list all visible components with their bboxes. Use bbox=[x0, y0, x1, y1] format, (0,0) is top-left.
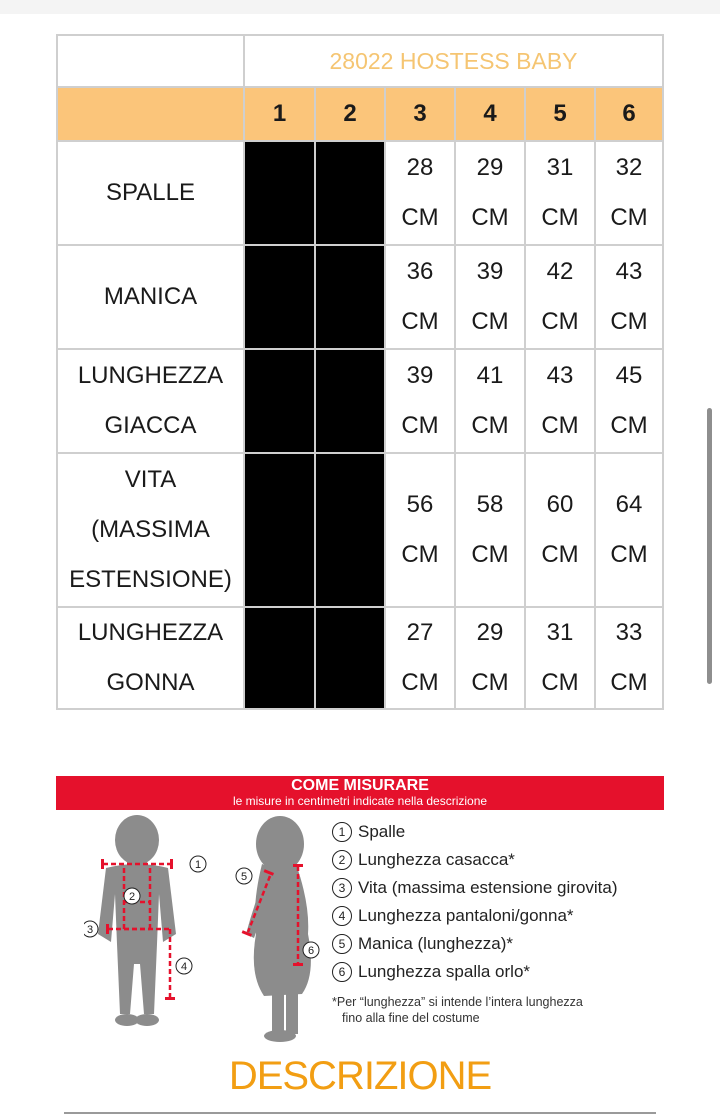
size-header: 3 bbox=[384, 86, 454, 140]
size-header: 5 bbox=[524, 86, 594, 140]
how-to-measure-title: COME MISURARE bbox=[291, 777, 429, 794]
measure-value: 45 CM bbox=[594, 348, 664, 452]
unavailable-cell bbox=[243, 244, 314, 348]
svg-text:4: 4 bbox=[180, 961, 188, 973]
table-title: 28022 HOSTESS BABY bbox=[243, 34, 664, 86]
description-heading: DESCRIZIONE bbox=[228, 1054, 492, 1098]
how-to-measure-subtitle: le misure in centimetri indicate nella descrizione bbox=[232, 794, 488, 808]
unavailable-cell bbox=[314, 348, 384, 452]
measure-value: 43 CM bbox=[594, 244, 664, 348]
measure-value: 33 CM bbox=[594, 606, 664, 710]
list-item: 2 Lunghezza casacca* bbox=[332, 848, 672, 876]
child-side-silhouette-icon bbox=[246, 816, 311, 1042]
size-header-row bbox=[56, 86, 664, 140]
measure-value: 58 CM bbox=[454, 452, 524, 606]
svg-text:3: 3 bbox=[86, 924, 94, 936]
list-item: 4 Lunghezza pantaloni/gonna* bbox=[332, 904, 672, 932]
list-item: 3 Vita (massima estensione girovita) bbox=[332, 876, 672, 904]
how-to-measure-panel bbox=[56, 776, 664, 1046]
unavailable-cell bbox=[243, 606, 314, 710]
measurement-figures bbox=[84, 814, 344, 1046]
unavailable-cell bbox=[314, 140, 384, 244]
size-header: 4 bbox=[454, 86, 524, 140]
unavailable-cell bbox=[243, 452, 314, 606]
measure-value: 42 CM bbox=[524, 244, 594, 348]
measure-value: 28 CM bbox=[384, 140, 454, 244]
table-row bbox=[56, 244, 664, 348]
scrollbar[interactable] bbox=[707, 408, 712, 684]
svg-text:2: 2 bbox=[128, 891, 136, 903]
table-corner bbox=[56, 34, 243, 86]
how-to-measure-list bbox=[332, 820, 672, 1026]
measure-value: 32 CM bbox=[594, 140, 664, 244]
measure-value: 39 CM bbox=[384, 348, 454, 452]
measure-value: 56 CM bbox=[384, 452, 454, 606]
measure-value: 64 CM bbox=[594, 452, 664, 606]
how-to-measure-banner bbox=[56, 776, 664, 810]
table-row bbox=[56, 348, 664, 452]
top-strip bbox=[0, 0, 720, 14]
svg-text:1: 1 bbox=[194, 859, 202, 871]
size-chart-table bbox=[56, 34, 664, 710]
unavailable-cell bbox=[243, 348, 314, 452]
measure-label: LUNGHEZZA GONNA bbox=[56, 606, 243, 710]
measure-value: 31 CM bbox=[524, 140, 594, 244]
header-blank bbox=[56, 86, 243, 140]
size-header: 1 bbox=[243, 86, 314, 140]
measure-value: 29 CM bbox=[454, 140, 524, 244]
length-note: *Per “lunghezza” si intende l’intera lunghezza fino alla fine del costume bbox=[332, 995, 583, 1025]
unavailable-cell bbox=[314, 452, 384, 606]
unavailable-cell bbox=[314, 244, 384, 348]
measure-label: VITA (MASSIMA ESTENSIONE) bbox=[56, 452, 243, 606]
size-header: 2 bbox=[314, 86, 384, 140]
measure-value: 39 CM bbox=[454, 244, 524, 348]
size-header: 6 bbox=[594, 86, 664, 140]
measure-label: LUNGHEZZA GIACCA bbox=[56, 348, 243, 452]
unavailable-cell bbox=[314, 606, 384, 710]
svg-text:5: 5 bbox=[240, 871, 248, 883]
measure-value: 36 CM bbox=[384, 244, 454, 348]
table-row bbox=[56, 452, 664, 606]
measure-value: 43 CM bbox=[524, 348, 594, 452]
description-divider bbox=[64, 1112, 656, 1114]
child-front-silhouette-icon bbox=[98, 815, 176, 1026]
list-item: 6 Lunghezza spalla orlo* bbox=[332, 960, 672, 988]
measure-value: 31 CM bbox=[524, 606, 594, 710]
measure-value: 41 CM bbox=[454, 348, 524, 452]
measure-label: SPALLE bbox=[56, 140, 243, 244]
measure-value: 60 CM bbox=[524, 452, 594, 606]
measure-value: 27 CM bbox=[384, 606, 454, 710]
table-row bbox=[56, 606, 664, 710]
measure-value: 29 CM bbox=[454, 606, 524, 710]
unavailable-cell bbox=[243, 140, 314, 244]
measure-label: MANICA bbox=[56, 244, 243, 348]
svg-text:6: 6 bbox=[307, 945, 315, 957]
table-row bbox=[56, 140, 664, 244]
list-item: 5 Manica (lunghezza)* bbox=[332, 932, 672, 960]
list-item: 1 Spalle bbox=[332, 820, 672, 848]
